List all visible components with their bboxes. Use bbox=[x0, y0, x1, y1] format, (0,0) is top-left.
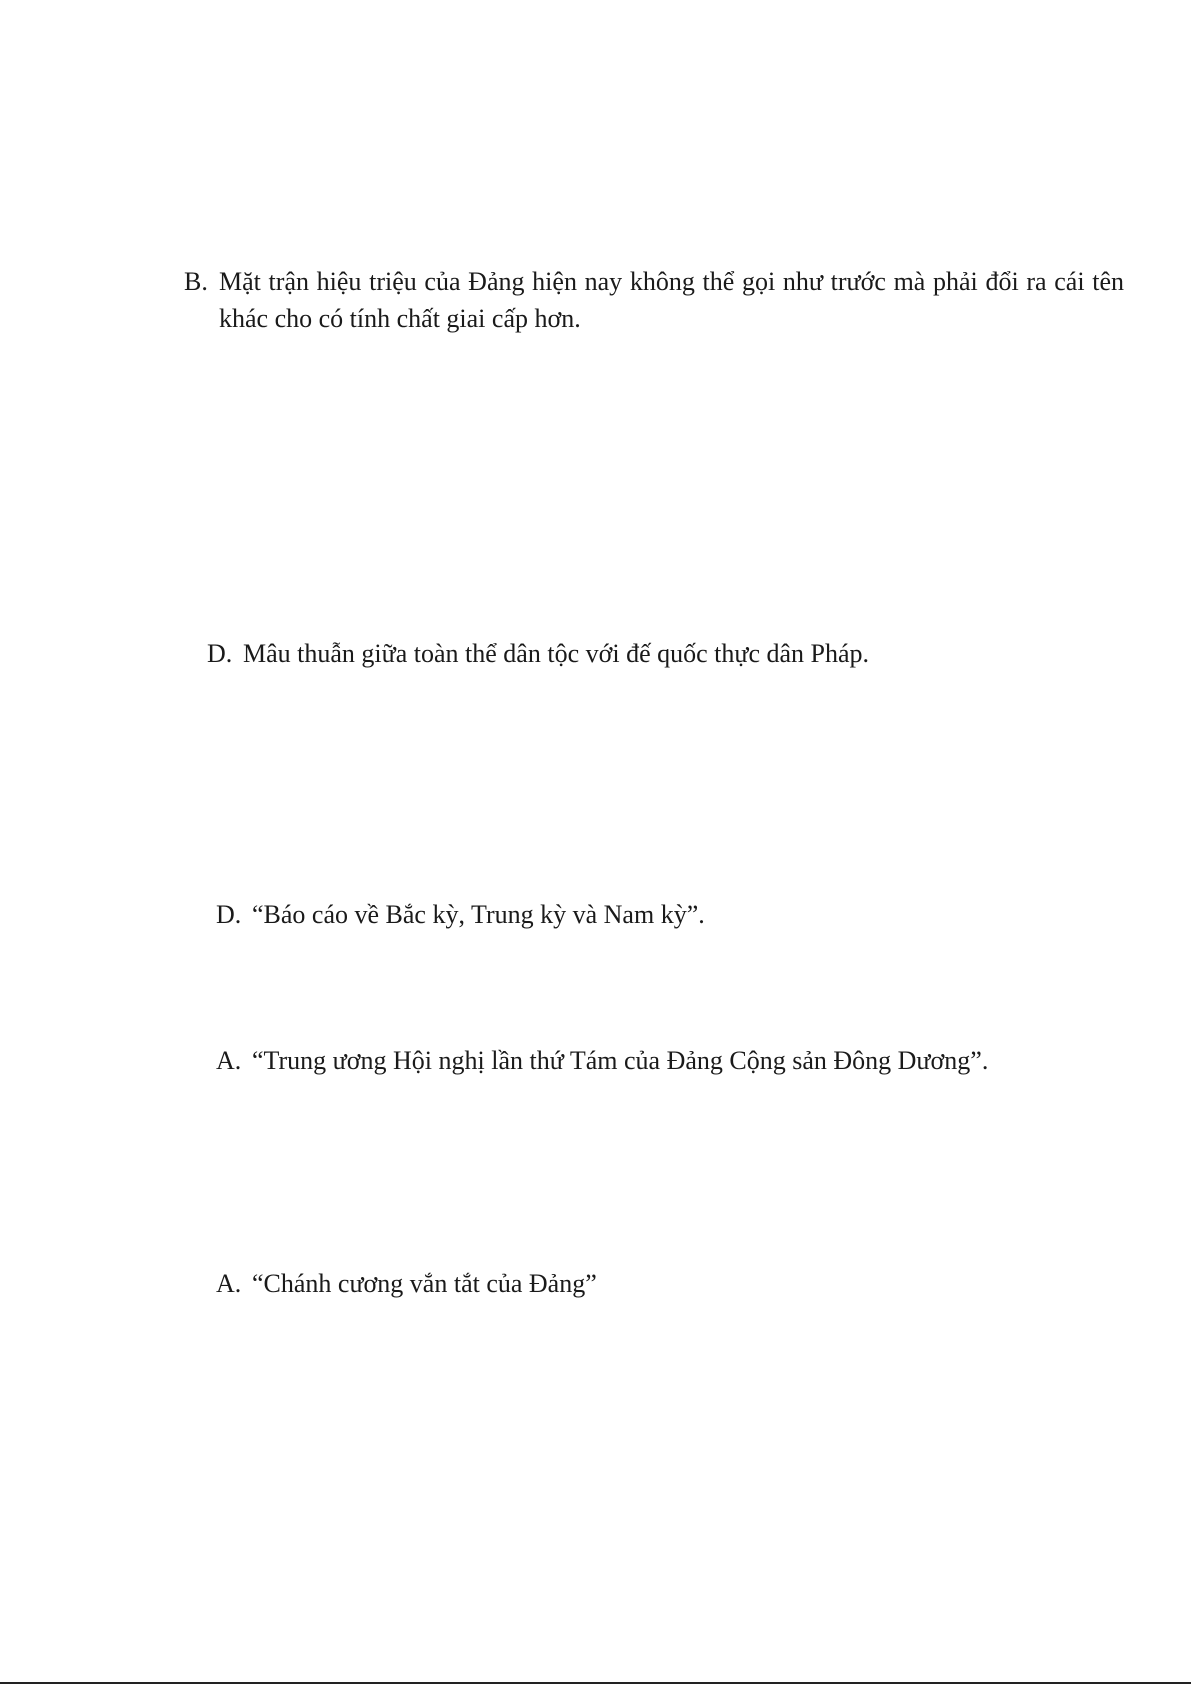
option-letter: B. bbox=[184, 267, 208, 296]
bottom-divider bbox=[0, 1682, 1191, 1684]
option-text: “Trung ương Hội nghị lần thứ Tám của Đảng Cộng sản Đông Dương”. bbox=[252, 1046, 989, 1075]
answer-option-a bbox=[216, 1042, 988, 1079]
option-text: “Chánh cương vắn tắt của Đảng” bbox=[252, 1269, 597, 1298]
answer-option-d bbox=[216, 896, 705, 933]
option-letter: A. bbox=[216, 1046, 242, 1075]
option-letter: D. bbox=[207, 639, 233, 668]
answer-option-a bbox=[216, 1265, 597, 1302]
answer-option-d bbox=[207, 635, 869, 672]
option-text: Mặt trận hiệu triệu của Đảng hiện nay không thể gọi như trước mà phải đổi ra cái tên khác cho có tính chất giai cấp hơn. bbox=[219, 267, 1124, 333]
option-text: Mâu thuẫn giữa toàn thể dân tộc với đế quốc thực dân Pháp. bbox=[243, 639, 870, 668]
option-letter: D. bbox=[216, 900, 242, 929]
option-text: “Báo cáo về Bắc kỳ, Trung kỳ và Nam kỳ”. bbox=[252, 900, 705, 929]
option-letter: A. bbox=[216, 1269, 242, 1298]
answer-option-b bbox=[184, 263, 1124, 337]
